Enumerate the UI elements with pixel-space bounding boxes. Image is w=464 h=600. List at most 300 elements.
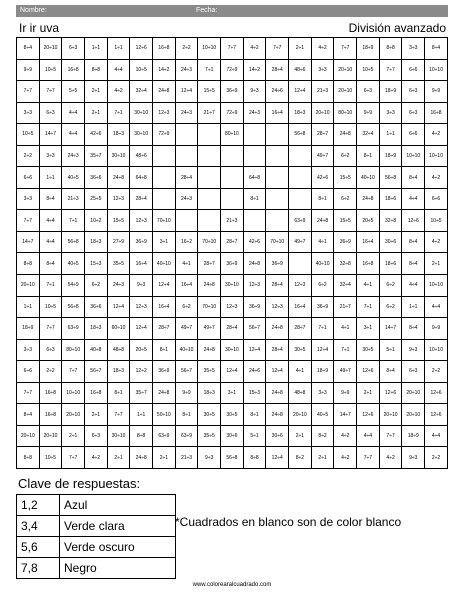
grid-cell: 9÷9 xyxy=(425,318,448,340)
grid-cell: 8÷2 xyxy=(311,425,334,447)
grid-cell: 4÷4 xyxy=(107,59,130,81)
grid-cell: 12÷4 xyxy=(153,275,176,297)
grid-cell: 36÷6 xyxy=(85,296,108,318)
grid-cell: 49÷7 xyxy=(175,318,198,340)
grid-cell: 36÷9 xyxy=(266,253,289,275)
grid-cell: 56÷8 xyxy=(62,296,85,318)
grid-cell: 18÷9 xyxy=(357,38,380,60)
grid-cell: 70÷10 xyxy=(198,231,221,253)
grid-cell: 4÷4 xyxy=(425,296,448,318)
grid-cell: 12÷3 xyxy=(130,296,153,318)
grid-cell: 24÷8 xyxy=(266,382,289,404)
grid-cell: 20÷10 xyxy=(17,425,40,447)
grid-cell: 4÷2 xyxy=(85,447,108,469)
grid-cell: 16÷8 xyxy=(39,404,62,426)
grid-cell: 28÷4 xyxy=(130,188,153,210)
grid-cell: 24÷8 xyxy=(266,318,289,340)
grid-cell: 12÷2 xyxy=(130,361,153,383)
grid-cell: 1÷1 xyxy=(39,167,62,189)
answer-key-numbers: 3,4 xyxy=(17,516,60,537)
grid-cell: 35÷5 xyxy=(107,253,130,275)
grid-cell: 20÷10 xyxy=(379,404,402,426)
grid-cell: 1÷1 xyxy=(402,296,425,318)
grid-cell: 48÷6 xyxy=(289,59,312,81)
grid-row xyxy=(17,447,448,469)
grid-cell: 70÷10 xyxy=(198,296,221,318)
grid-cell: 10÷10 xyxy=(425,339,448,361)
grid-cell: 12÷6 xyxy=(130,38,153,60)
grid-cell: 21÷7 xyxy=(334,296,357,318)
grid-cell: 1÷1 xyxy=(17,296,40,318)
grid-cell: 3÷3 xyxy=(402,38,425,60)
grid-row xyxy=(17,210,448,232)
grid-cell: 6÷2 xyxy=(175,296,198,318)
grid-cell: 2÷2 xyxy=(175,38,198,60)
grid-cell: 2÷1 xyxy=(85,81,108,103)
grid-cell: 48÷8 xyxy=(107,339,130,361)
grid-cell: 10÷5 xyxy=(39,59,62,81)
grid-cell: 9÷3 xyxy=(402,339,425,361)
grid-cell: 8÷2 xyxy=(289,447,312,469)
grid-cell: 12÷6 xyxy=(425,382,448,404)
grid-cell: 10÷5 xyxy=(39,447,62,469)
worksheet-title: Ir ir uva xyxy=(19,21,60,35)
grid-cell: 18÷9 xyxy=(379,145,402,167)
grid-cell: 12÷4 xyxy=(243,339,266,361)
grid-cell: 15÷3 xyxy=(243,382,266,404)
grid-cell: 80÷10 xyxy=(62,339,85,361)
grid-cell xyxy=(289,253,312,275)
grid-cell: 7÷7 xyxy=(62,447,85,469)
grid-cell xyxy=(153,188,176,210)
grid-cell: 15÷5 xyxy=(198,81,221,103)
grid-cell: 56÷7 xyxy=(85,361,108,383)
answer-key-color: Verde oscuro xyxy=(60,537,176,558)
grid-cell: 32÷4 xyxy=(357,124,380,146)
grid-cell: 6÷6 xyxy=(17,167,40,189)
grid-cell: 72÷9 xyxy=(221,59,244,81)
grid-cell: 24÷8 xyxy=(357,188,380,210)
grid-cell: 12÷3 xyxy=(153,102,176,124)
grid-cell: 70÷10 xyxy=(153,210,176,232)
grid-row xyxy=(17,318,448,340)
grid-cell: 5÷5 xyxy=(62,81,85,103)
grid-cell: 7÷7 xyxy=(17,81,40,103)
grid-cell: 4÷4 xyxy=(39,210,62,232)
answer-key-table xyxy=(16,494,176,579)
grid-cell: 21÷3 xyxy=(221,210,244,232)
answer-key-row xyxy=(17,495,176,516)
grid-cell: 42÷6 xyxy=(311,167,334,189)
grid-cell: 21÷3 xyxy=(175,447,198,469)
grid-cell: 24÷3 xyxy=(175,188,198,210)
grid-cell: 24÷3 xyxy=(62,145,85,167)
grid-row xyxy=(17,296,448,318)
grid-cell: 49÷7 xyxy=(334,361,357,383)
answer-key-numbers: 7,8 xyxy=(17,558,60,579)
grid-cell: 36÷6 xyxy=(85,167,108,189)
grid-cell: 3÷3 xyxy=(379,102,402,124)
grid-cell: 10÷10 xyxy=(402,145,425,167)
grid-cell: 64÷8 xyxy=(243,167,266,189)
grid-cell: 16÷4 xyxy=(266,102,289,124)
grid-cell: 28÷7 xyxy=(221,231,244,253)
grid-cell: 6÷6 xyxy=(402,124,425,146)
grid-cell: 49÷7 xyxy=(289,231,312,253)
grid-cell: 30÷6 xyxy=(221,425,244,447)
grid-cell: 20÷10 xyxy=(334,59,357,81)
grid-cell: 2÷1 xyxy=(85,404,108,426)
grid-cell: 21÷7 xyxy=(198,102,221,124)
grid-cell: 8÷1 xyxy=(357,145,380,167)
grid-cell: 12÷4 xyxy=(266,447,289,469)
grid-cell: 7÷1 xyxy=(311,318,334,340)
grid-row xyxy=(17,382,448,404)
grid-cell: 12÷4 xyxy=(221,361,244,383)
grid-cell: 18÷3 xyxy=(107,361,130,383)
grid-cell: 24÷3 xyxy=(175,102,198,124)
grid-cell xyxy=(266,145,289,167)
grid-cell: 40÷8 xyxy=(85,339,108,361)
grid-cell: 60÷10 xyxy=(107,318,130,340)
grid-cell: 30÷10 xyxy=(130,124,153,146)
grid-cell: 24÷8 xyxy=(153,382,176,404)
grid-row xyxy=(17,404,448,426)
grid-cell: 8÷4 xyxy=(17,404,40,426)
grid-cell: 10÷10 xyxy=(425,59,448,81)
grid-cell xyxy=(289,145,312,167)
grid-cell: 9÷3 xyxy=(243,81,266,103)
worksheet-level: División avanzado xyxy=(348,21,446,35)
grid-cell: 49÷7 xyxy=(311,145,334,167)
grid-cell: 36÷9 xyxy=(334,231,357,253)
grid-row xyxy=(17,188,448,210)
grid-cell: 15÷5 xyxy=(334,167,357,189)
grid-cell: 32÷8 xyxy=(379,210,402,232)
grid-cell: 6÷2 xyxy=(85,275,108,297)
grid-row xyxy=(17,59,448,81)
grid-cell: 20÷10 xyxy=(402,404,425,426)
grid-cell: 10÷10 xyxy=(198,38,221,60)
grid-row xyxy=(17,167,448,189)
header-bar xyxy=(16,5,448,17)
grid-cell: 3÷3 xyxy=(311,59,334,81)
grid-cell: 4÷4 xyxy=(425,425,448,447)
grid-cell: 16÷4 xyxy=(175,275,198,297)
grid-cell: 3÷1 xyxy=(153,231,176,253)
answer-key-numbers: 1,2 xyxy=(17,495,60,516)
grid-cell: 24÷8 xyxy=(198,275,221,297)
grid-cell: 35÷7 xyxy=(85,145,108,167)
grid-cell: 24÷8 xyxy=(334,124,357,146)
grid-cell: 30÷5 xyxy=(221,404,244,426)
grid-cell: 18÷3 xyxy=(107,124,130,146)
grid-cell: 30÷10 xyxy=(221,275,244,297)
grid-cell: 12÷4 xyxy=(289,81,312,103)
grid-cell: 4÷2 xyxy=(311,38,334,60)
grid-cell: 12÷3 xyxy=(243,275,266,297)
answer-key-color: Azul xyxy=(60,495,176,516)
grid-cell: 18÷9 xyxy=(17,318,40,340)
grid-row xyxy=(17,38,448,60)
grid-cell: 20÷10 xyxy=(334,81,357,103)
grid-cell: 7÷7 xyxy=(379,425,402,447)
grid-cell: 15÷5 xyxy=(107,210,130,232)
grid-cell: 28÷7 xyxy=(153,318,176,340)
grid-cell: 24÷6 xyxy=(266,81,289,103)
grid-cell: 4÷2 xyxy=(334,425,357,447)
grid-cell: 7÷7 xyxy=(357,447,380,469)
grid-cell: 7÷1 xyxy=(198,59,221,81)
grid-cell: 4÷2 xyxy=(243,38,266,60)
grid-cell: 72÷9 xyxy=(153,124,176,146)
grid-cell xyxy=(198,167,221,189)
grid-cell: 8÷4 xyxy=(17,38,40,60)
grid-cell: 12÷4 xyxy=(130,318,153,340)
grid-cell: 3÷1 xyxy=(221,382,244,404)
grid-cell: 2÷1 xyxy=(425,253,448,275)
grid-cell: 24÷8 xyxy=(153,81,176,103)
grid-cell: 14÷7 xyxy=(39,124,62,146)
name-label: Nombre: xyxy=(20,7,47,14)
grid-cell: 6÷3 xyxy=(402,81,425,103)
grid-cell: 18÷3 xyxy=(289,102,312,124)
grid-cell: 7÷1 xyxy=(334,339,357,361)
grid-cell xyxy=(198,145,221,167)
grid-cell: 8÷8 xyxy=(17,253,40,275)
grid-cell: 14÷7 xyxy=(334,404,357,426)
grid-cell: 7÷1 xyxy=(357,296,380,318)
grid-cell xyxy=(198,188,221,210)
grid-cell: 18÷9 xyxy=(402,425,425,447)
grid-cell: 7÷7 xyxy=(39,318,62,340)
grid-cell: 10÷2 xyxy=(85,210,108,232)
grid-cell: 24÷8 xyxy=(107,167,130,189)
grid-cell: 40÷5 xyxy=(62,167,85,189)
grid-cell: 36÷9 xyxy=(153,361,176,383)
grid-cell: 6÷2 xyxy=(379,275,402,297)
grid-cell: 30÷6 xyxy=(266,425,289,447)
grid-cell: 4÷4 xyxy=(402,188,425,210)
grid-cell: 7÷7 xyxy=(39,81,62,103)
grid-cell: 6÷2 xyxy=(334,188,357,210)
answer-key-row xyxy=(17,537,176,558)
answer-key-row xyxy=(17,558,176,579)
grid-cell: 4÷4 xyxy=(62,124,85,146)
grid-cell: 64÷8 xyxy=(130,167,153,189)
grid-cell: 8÷4 xyxy=(402,253,425,275)
grid-cell: 5÷1 xyxy=(243,425,266,447)
grid-cell: 24÷8 xyxy=(130,447,153,469)
grid-cell: 12÷6 xyxy=(379,382,402,404)
grid-cell: 10÷5 xyxy=(425,210,448,232)
grid-cell: 4÷2 xyxy=(425,231,448,253)
grid-cell: 7÷7 xyxy=(17,382,40,404)
grid-cell: 10÷10 xyxy=(425,145,448,167)
grid-cell xyxy=(198,124,221,146)
grid-cell xyxy=(221,188,244,210)
grid-cell: 27÷9 xyxy=(107,231,130,253)
grid-cell: 6÷6 xyxy=(17,361,40,383)
grid-cell: 24÷8 xyxy=(266,404,289,426)
grid-cell: 30÷5 xyxy=(289,339,312,361)
grid-cell: 4÷4 xyxy=(357,425,380,447)
grid-cell: 2÷1 xyxy=(107,447,130,469)
grid-cell: 42÷6 xyxy=(243,231,266,253)
grid-cell: 18÷6 xyxy=(379,188,402,210)
grid-cell: 40÷10 xyxy=(153,253,176,275)
grid-cell: 18÷3 xyxy=(198,382,221,404)
grid-row xyxy=(17,102,448,124)
grid-cell: 63÷9 xyxy=(62,318,85,340)
grid-cell: 9÷9 xyxy=(17,59,40,81)
division-grid xyxy=(16,37,448,469)
grid-cell: 10÷10 xyxy=(425,275,448,297)
grid-cell: 6÷3 xyxy=(39,102,62,124)
grid-cell: 56÷7 xyxy=(243,318,266,340)
grid-cell: 42÷6 xyxy=(85,124,108,146)
grid-cell: 6÷2 xyxy=(311,275,334,297)
grid-cell: 40÷10 xyxy=(357,167,380,189)
grid-cell: 2÷1 xyxy=(153,447,176,469)
grid-cell: 28÷4 xyxy=(266,339,289,361)
grid-row xyxy=(17,361,448,383)
grid-cell: 49÷7 xyxy=(198,318,221,340)
grid-cell: 72÷9 xyxy=(221,102,244,124)
grid-cell: 18÷3 xyxy=(85,231,108,253)
grid-cell: 10÷5 xyxy=(130,59,153,81)
grid-cell: 9÷3 xyxy=(402,447,425,469)
grid-cell: 3÷1 xyxy=(357,318,380,340)
grid-cell: 18÷3 xyxy=(85,318,108,340)
grid-cell: 9÷9 xyxy=(357,102,380,124)
grid-cell: 7÷7 xyxy=(62,361,85,383)
grid-cell xyxy=(221,167,244,189)
grid-cell: 4÷1 xyxy=(334,318,357,340)
answer-key-row xyxy=(17,516,176,537)
grid-cell: 4÷2 xyxy=(425,124,448,146)
grid-cell: 16÷2 xyxy=(175,231,198,253)
grid-cell: 8÷1 xyxy=(107,382,130,404)
grid-cell: 9÷9 xyxy=(425,81,448,103)
grid-row xyxy=(17,275,448,297)
grid-cell xyxy=(175,124,198,146)
grid-cell: 2÷1 xyxy=(62,425,85,447)
grid-cell: 24÷3 xyxy=(107,275,130,297)
grid-cell: 24÷3 xyxy=(175,59,198,81)
grid-cell: 3÷3 xyxy=(311,382,334,404)
grid-cell: 32÷4 xyxy=(334,275,357,297)
grid-cell: 25÷5 xyxy=(85,188,108,210)
grid-cell: 16÷4 xyxy=(289,296,312,318)
grid-cell xyxy=(243,124,266,146)
grid-cell: 6÷3 xyxy=(402,102,425,124)
grid-cell: 5÷1 xyxy=(379,339,402,361)
answer-key-title: Clave de respuestas: xyxy=(18,476,141,491)
grid-cell xyxy=(153,167,176,189)
grid-cell: 20÷10 xyxy=(62,404,85,426)
grid-cell: 8÷1 xyxy=(243,188,266,210)
grid-cell xyxy=(153,145,176,167)
grid-cell: 40÷10 xyxy=(311,253,334,275)
grid-cell: 30÷10 xyxy=(130,102,153,124)
grid-cell: 28÷7 xyxy=(311,124,334,146)
grid-cell: 2÷1 xyxy=(311,447,334,469)
grid-cell: 21÷3 xyxy=(62,188,85,210)
grid-cell: 4÷2 xyxy=(107,81,130,103)
grid-cell: 40÷10 xyxy=(175,339,198,361)
grid-cell xyxy=(289,167,312,189)
grid-cell: 2÷1 xyxy=(357,382,380,404)
grid-cell: 32÷8 xyxy=(334,253,357,275)
grid-cell: 4÷1 xyxy=(357,275,380,297)
grid-row xyxy=(17,124,448,146)
grid-cell: 8÷4 xyxy=(402,318,425,340)
grid-cell: 12÷6 xyxy=(357,361,380,383)
grid-cell: 8÷1 xyxy=(243,404,266,426)
grid-cell: 4÷1 xyxy=(289,361,312,383)
grid-cell: 8÷4 xyxy=(379,361,402,383)
grid-cell: 1÷1 xyxy=(107,38,130,60)
grid-cell: 20÷5 xyxy=(357,210,380,232)
grid-cell: 12÷6 xyxy=(357,404,380,426)
grid-cell: 12÷4 xyxy=(107,296,130,318)
grid-cell: 28÷4 xyxy=(221,318,244,340)
grid-cell: 14÷2 xyxy=(243,59,266,81)
grid-cell xyxy=(175,145,198,167)
grid-cell: 36÷9 xyxy=(130,231,153,253)
grid-cell xyxy=(175,210,198,232)
grid-cell: 30÷6 xyxy=(379,231,402,253)
grid-cell: 48÷6 xyxy=(130,145,153,167)
grid-cell: 24÷6 xyxy=(243,361,266,383)
grid-cell: 16÷8 xyxy=(153,38,176,60)
grid-cell: 4÷1 xyxy=(175,253,198,275)
grid-cell: 12÷6 xyxy=(425,404,448,426)
grid-cell: 16÷8 xyxy=(85,382,108,404)
grid-cell: 16÷4 xyxy=(130,253,153,275)
grid-cell: 12÷3 xyxy=(221,296,244,318)
grid-cell: 35÷5 xyxy=(198,425,221,447)
grid-cell: 36÷9 xyxy=(243,296,266,318)
grid-cell: 16÷4 xyxy=(153,296,176,318)
grid-cell: 7÷1 xyxy=(39,275,62,297)
grid-cell: 12÷6 xyxy=(402,210,425,232)
grid-cell: 28÷7 xyxy=(198,253,221,275)
grid-cell: 35÷5 xyxy=(198,361,221,383)
grid-cell: 15÷5 xyxy=(334,210,357,232)
grid-cell: 12÷3 xyxy=(107,188,130,210)
grid-cell: 4÷2 xyxy=(379,447,402,469)
grid-cell: 30÷10 xyxy=(107,425,130,447)
grid-cell: 6÷3 xyxy=(402,361,425,383)
grid-cell: 56÷8 xyxy=(62,231,85,253)
grid-cell xyxy=(221,145,244,167)
grid-cell: 7÷1 xyxy=(107,102,130,124)
grid-cell: 4÷4 xyxy=(62,102,85,124)
grid-cell: 63÷9 xyxy=(175,425,198,447)
grid-cell: 28÷4 xyxy=(266,59,289,81)
grid-cell: 8÷4 xyxy=(402,231,425,253)
grid-cell: 8÷1 xyxy=(175,404,198,426)
grid-cell: 28÷4 xyxy=(266,275,289,297)
grid-cell xyxy=(243,145,266,167)
grid-cell: 6÷6 xyxy=(402,59,425,81)
grid-cell: 56÷8 xyxy=(289,124,312,146)
grid-cell: 8÷1 xyxy=(311,188,334,210)
grid-cell: 7÷7 xyxy=(17,210,40,232)
grid-row xyxy=(17,231,448,253)
